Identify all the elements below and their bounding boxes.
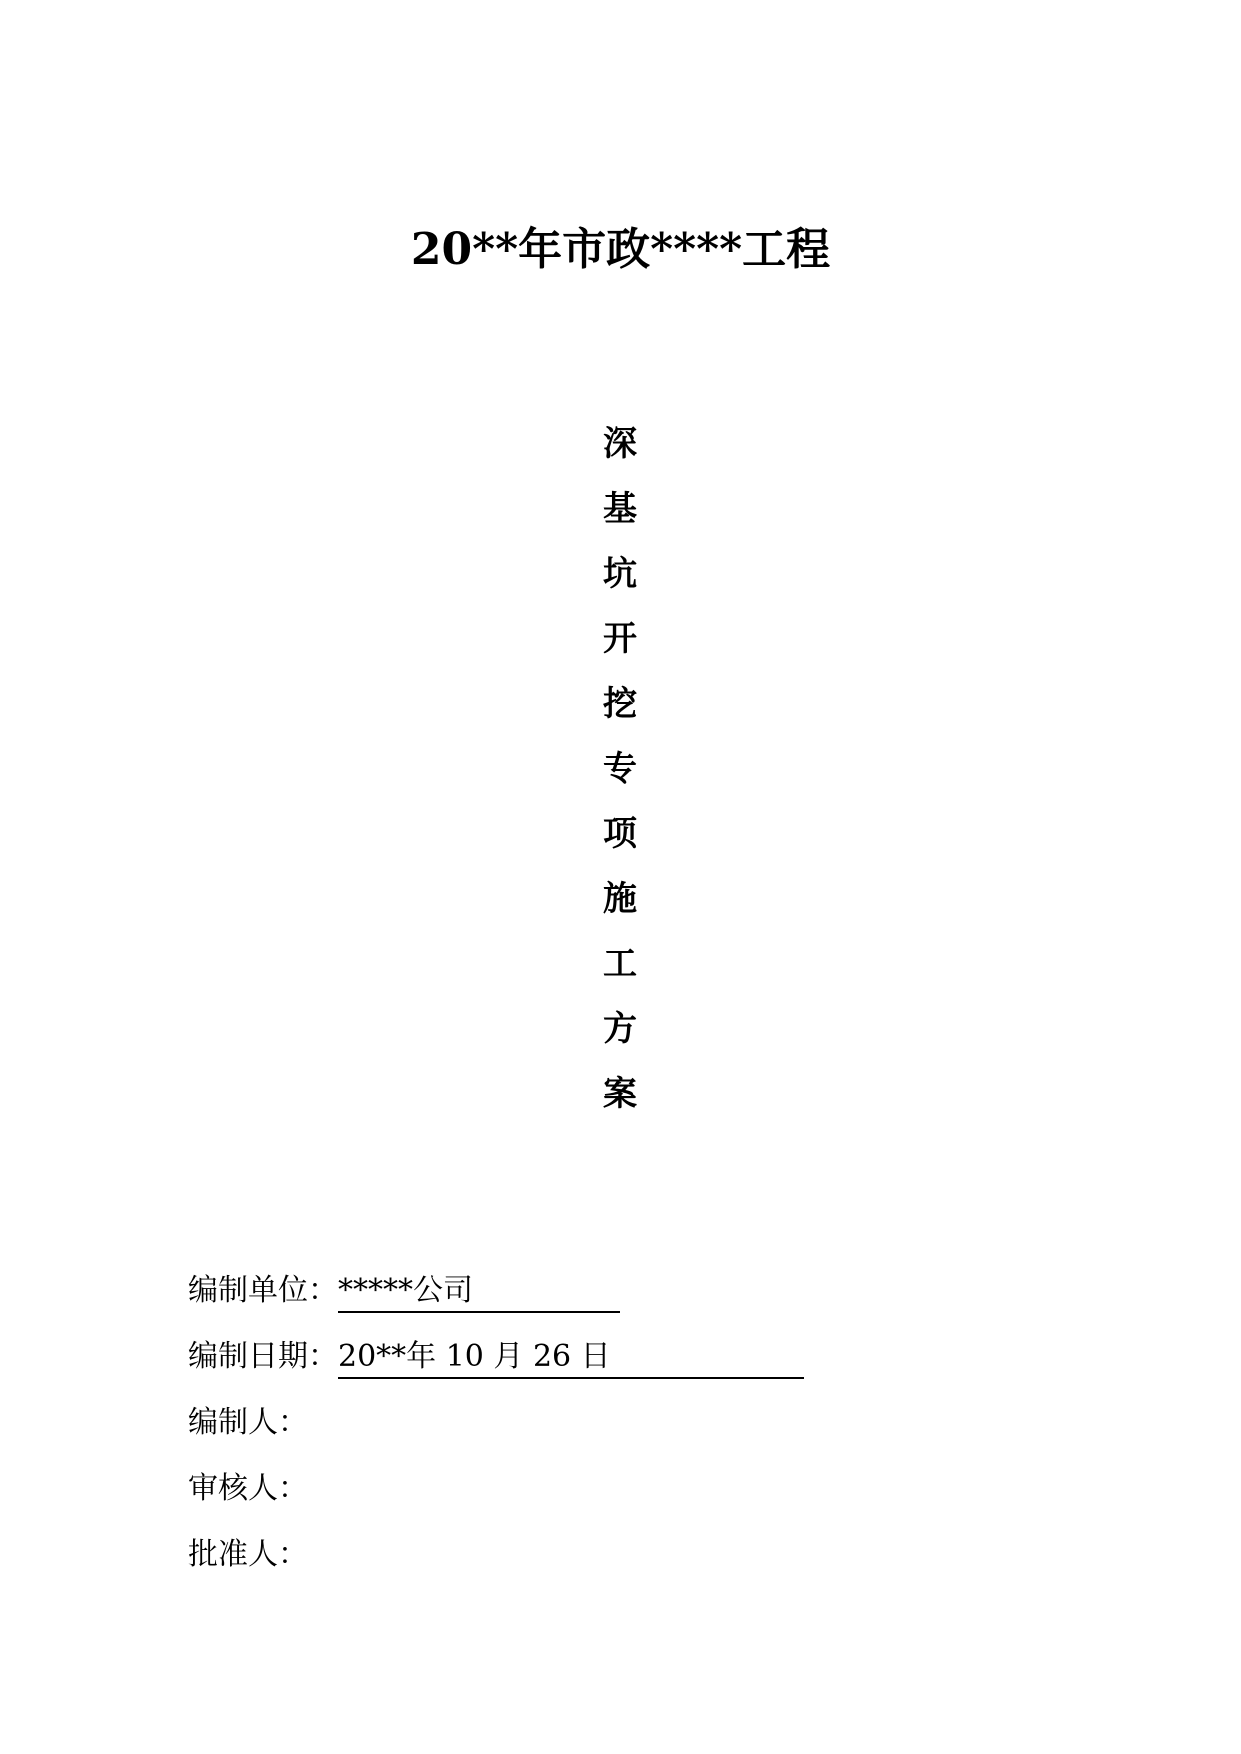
main-title: 20**年市政****工程 [410, 224, 831, 275]
vertical-title-char: 专 [603, 749, 637, 789]
reviewer-label: 审核人： [188, 1471, 308, 1506]
approver-row [188, 1522, 804, 1588]
unit-row [188, 1258, 804, 1324]
vertical-title [570, 412, 670, 1127]
vertical-title-char: 坑 [603, 554, 637, 594]
vertical-title-char: 工 [603, 944, 637, 984]
vertical-title-char: 项 [603, 814, 637, 854]
date-row [188, 1324, 804, 1390]
date-label: 编制日期： [188, 1339, 338, 1374]
unit-label: 编制单位： [188, 1273, 338, 1308]
info-block [188, 1258, 804, 1588]
vertical-title-char: 基 [603, 489, 637, 529]
vertical-title-char: 开 [603, 619, 637, 659]
unit-value: *****公司 [338, 1271, 620, 1313]
vertical-title-char: 挖 [603, 684, 637, 724]
approver-label: 批准人： [188, 1537, 308, 1572]
author-row [188, 1390, 804, 1456]
reviewer-row [188, 1456, 804, 1522]
vertical-title-char: 方 [603, 1009, 637, 1049]
date-value: 20**年 10 月 26 日 [338, 1337, 804, 1379]
vertical-title-char: 施 [603, 879, 637, 919]
vertical-title-char: 深 [603, 424, 637, 464]
author-label: 编制人： [188, 1405, 308, 1440]
vertical-title-char: 案 [603, 1074, 637, 1114]
